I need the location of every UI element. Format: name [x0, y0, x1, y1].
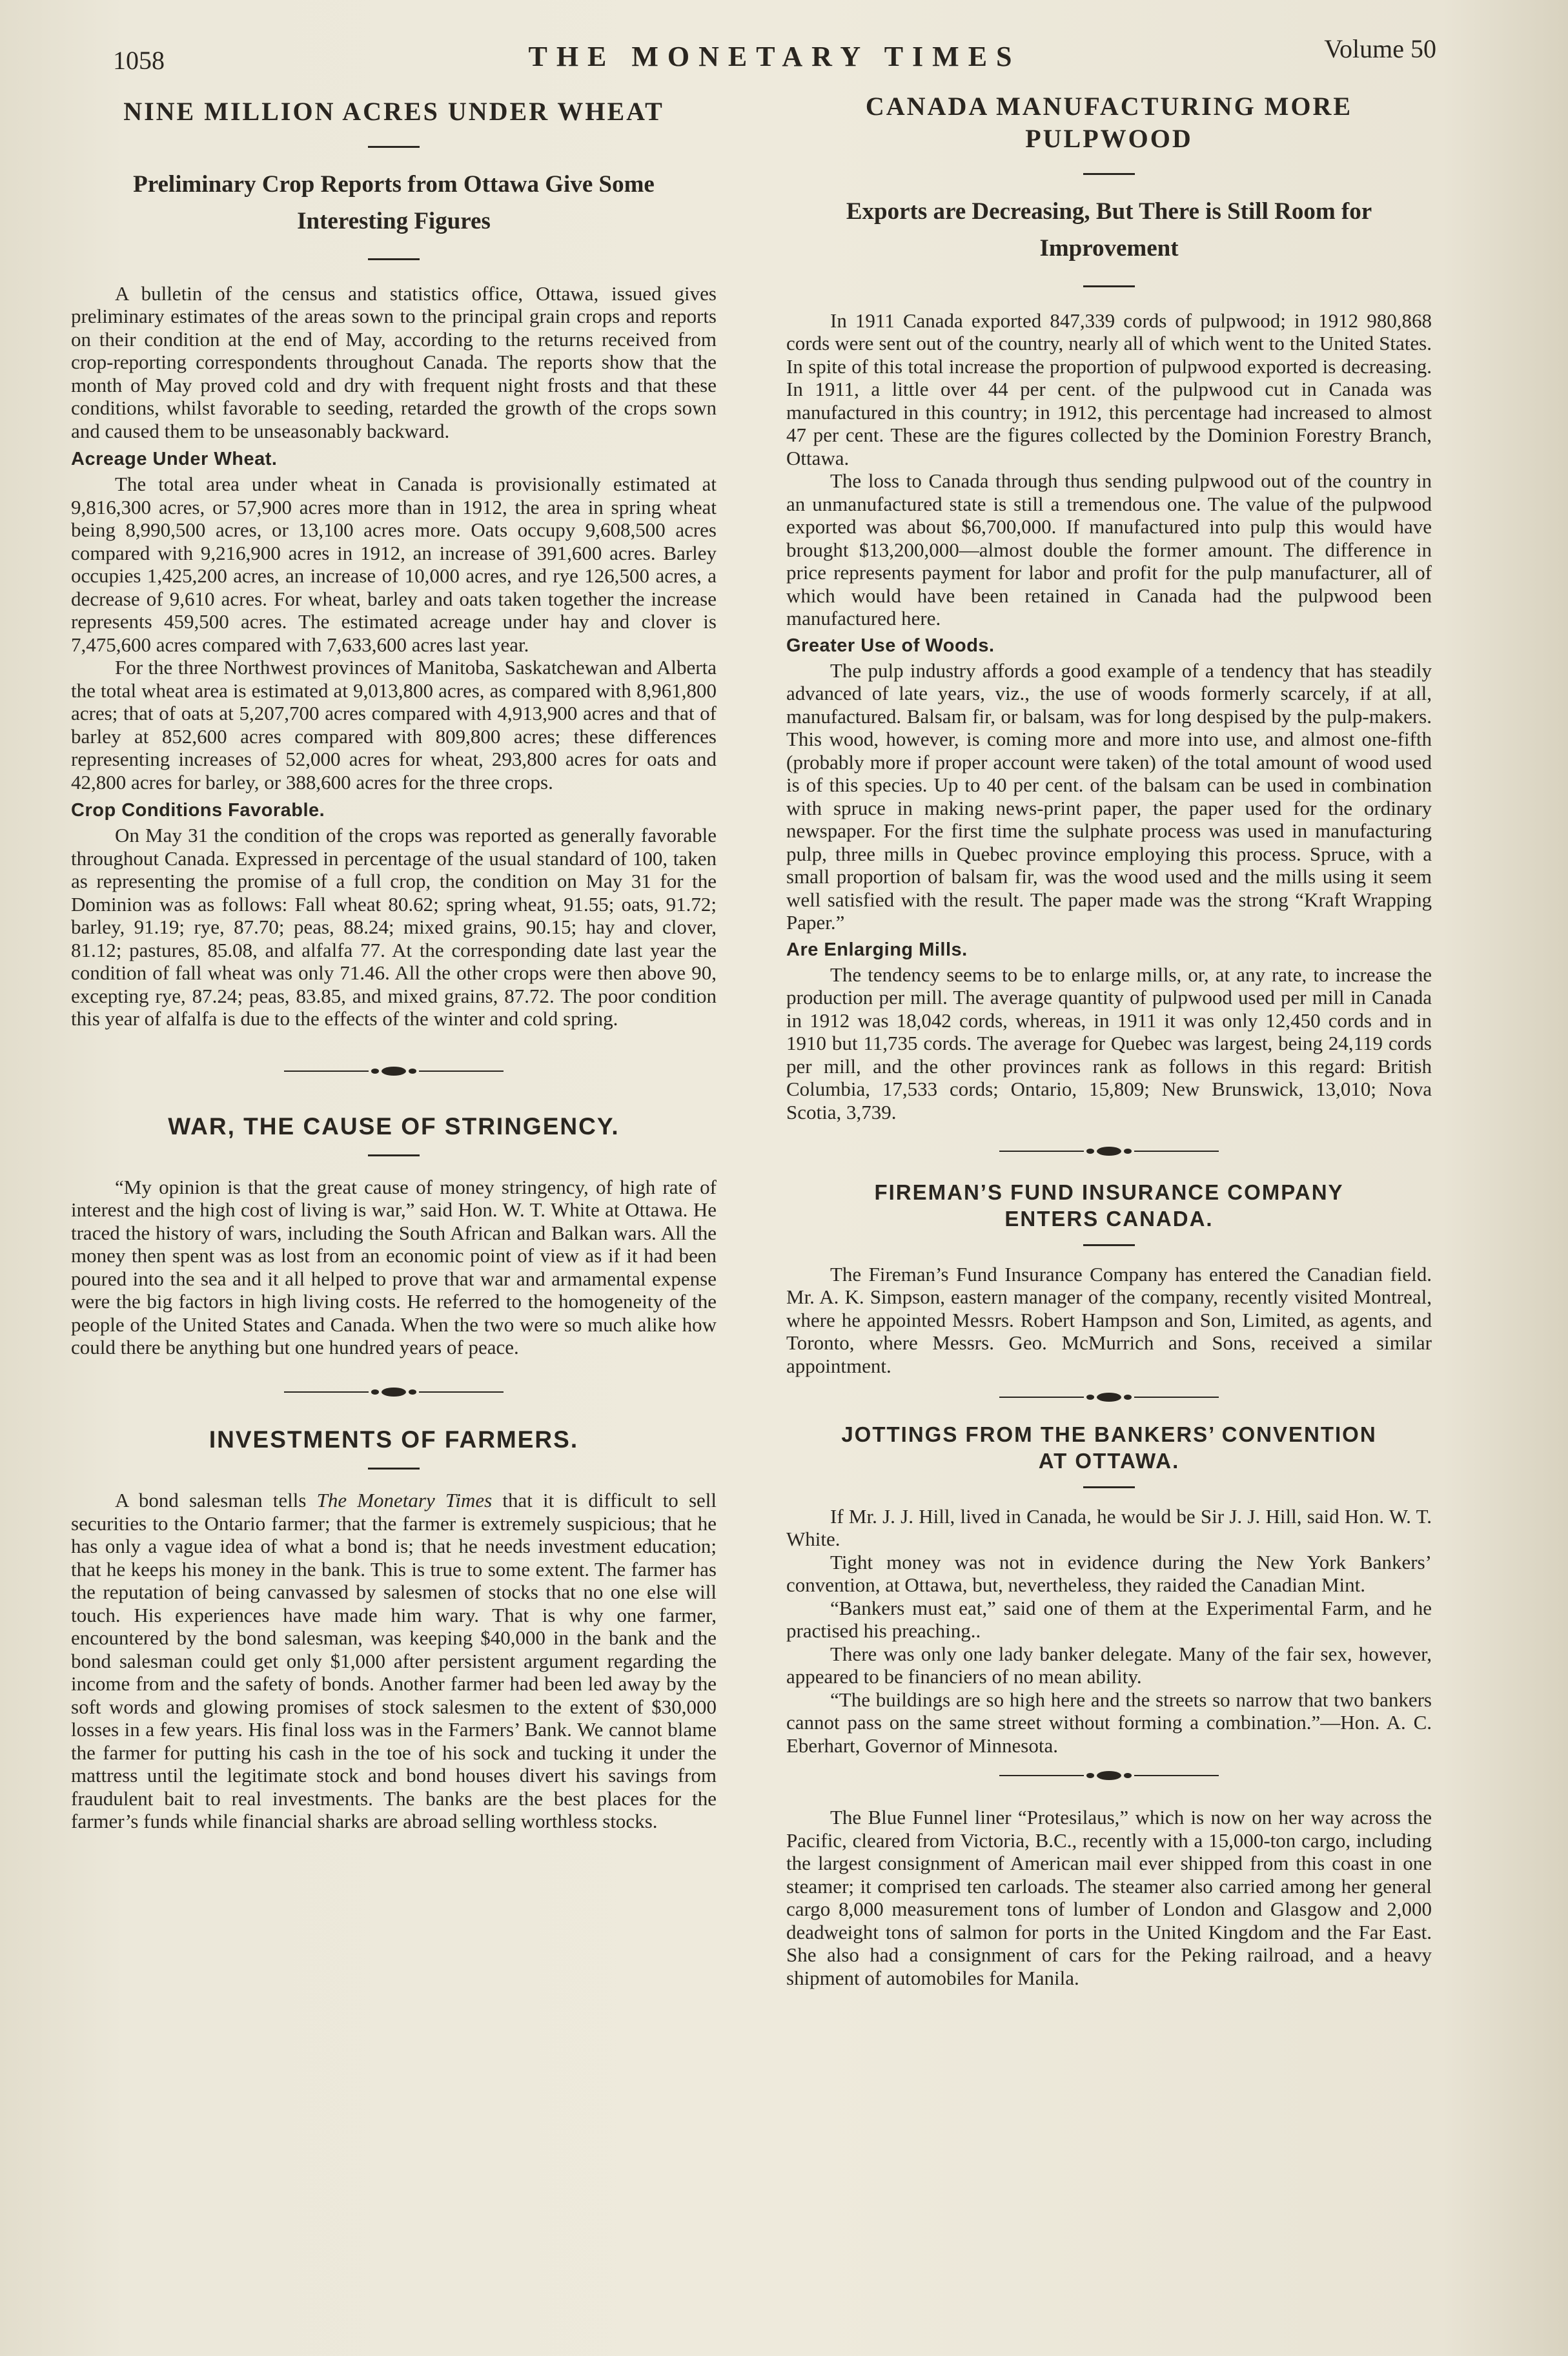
paragraph: “Bankers must eat,” said one of them at the Experimental Farm, and he practised his preaching.. — [786, 1596, 1432, 1643]
paragraph: For the three Northwest provinces of Manitoba, Saskatchewan and Alberta the total wheat area is estimated at 9,013,800 acres, as compared with 8,961,800 acres; that of oats at 5,207,700 acres compared with 4,913,900 acres and that of barley at 852,600 acres compared with 809,800 acres; these differences representing increases of 52,000 acres for wheat, 293,800 acres for oats and 42,800 acres for barley, or 388,600 acres for the three crops. — [71, 656, 717, 794]
paragraph: The Fireman’s Fund Insurance Company has entered the Canadian field. Mr. A. K. Simpson, eastern manager of the company, recently visited Montreal, where he appointed Messrs. Robert Hampson and Son, Limited, as agents, and Toronto, where Messrs. Geo. McMurrich and Sons, received a similar appointment. — [786, 1262, 1432, 1377]
paragraph: There was only one lady banker delegate. Many of the fair sex, however, appeared to be financiers of no mean ability. — [786, 1642, 1432, 1688]
page-number: 1058 — [113, 46, 165, 75]
ornament-divider — [999, 1771, 1219, 1780]
ornament-divider — [999, 1393, 1219, 1402]
section-heading: Acreage Under Wheat. — [71, 449, 278, 470]
paragraph: The Blue Funnel liner “Protesilaus,” which is now on her way across the Pacific, cleared from Victoria, B.C., recently with a 15,000-ton cargo, including the largest consignment of American mail ever shipped from this coast in one steamer; it comprised ten carloads. The steamer also carried among her general cargo 8,000 measurement tons of lumber of London and Glasgow and 2,000 deadweight tons of salmon for ports in the United Kingdom and the Far East. She also had a consignment of cars for the Peking railroad, and a heavy shipment of automobiles for Manila. — [786, 1806, 1432, 1989]
divider — [368, 258, 420, 260]
ornament-divider — [999, 1147, 1219, 1156]
paragraph: A bond salesman tells The Monetary Times that it is difficult to sell securities to the Ontario farmer; that the farmer is extremely suspicious; that he has only a vague idea of what a bond is; that he needs investment education; that he keeps his money in the bank. This is true to some extent. The farmer has the reputation of being canvassed by salesmen of stocks that no one else will touch. His experiences have made him wary. That is why one farmer, encountered by the bond salesman, was keeping $40,000 in the bank and the bond salesman could get only $1,000 after persistent argument regarding the income from and the safety of bonds. Another farmer had been led away by the soft words and glowing promises of stock salesmen to the extent of $30,000 losses in a few years. His final loss was in the Farmers’ Bank. We cannot blame the farmer for putting his cash in the toe of his sock and tucking it under the mattress until the legitimate stock and bond houses divert his savings from fraudulent bait to real investments. The banks are the best places for the farmer’s funds while financial sharks are abroad selling worthless stocks. — [71, 1489, 717, 1833]
paragraph: A bulletin of the census and statistics office, Ottawa, issued gives preliminary estimates of the areas sown to the principal grain crops and reports on their condition at the end of May, according to the returns received from crop-reporting correspondents throughout Canada. The reports show that the month of May proved cold and dry with frequent night frosts and that these conditions, whilst favorable to seeding, retarded the growth of the crops sown and caused them to be unseasonably backward. — [71, 282, 717, 442]
article-headline: NINE MILLION ACRES UNDER WHEAT — [123, 97, 664, 126]
divider — [368, 1154, 420, 1156]
article-headline: INVESTMENTS OF FARMERS. — [209, 1426, 579, 1453]
divider — [1083, 173, 1135, 175]
paragraph: If Mr. J. J. Hill, lived in Canada, he would be Sir J. J. Hill, said Hon. W. T. White. — [786, 1504, 1432, 1551]
divider — [1083, 1244, 1135, 1246]
paragraph: The pulp industry affords a good example of a tendency that has steadily advanced of late years, viz., the use of woods formerly scarcely, if at all, manufactured. Balsam fir, or balsam, was for long despised by the pulp-makers. This wood, however, is coming more and more into use, and almost one-fifth (probably more if proper account were taken) of the total amount of wood used is of this species. Up to 40 per cent. of the balsam can be used in combination with spruce in making news-print paper, the paper used for the ordinary newspaper. For the first time the sulphate process was used in manufacturing pulp, three mills in Quebec province employing this process. Spruce, with a small proportion of balsam fir, was the wood used and the mills using it seem well satisfied with the result. The paper made was the strong “Kraft Wrapping Paper.” — [786, 659, 1432, 934]
right-column — [786, 92, 1432, 1989]
article-headline: CANADA MANUFACTURING MORE PULPWOOD — [865, 92, 1353, 153]
ornament-divider — [284, 1067, 504, 1076]
article-firemans-fund — [786, 1179, 1432, 1377]
article-headline: WAR, THE CAUSE OF STRINGENCY. — [168, 1112, 620, 1140]
paragraph: The loss to Canada through thus sending pulpwood out of the country in an unmanufactured state is still a tremendous one. The value of the pulpwood exported was about $6,700,000. If manufactured into pulp this would have brought $13,200,000—almost double the former amount. The difference in price represents payment for labor and profit for the pulp manufacturer, all of which would have been retained in Canada had the pulpwood been manufactured here. — [786, 469, 1432, 630]
divider — [1083, 285, 1135, 287]
article-blue-funnel — [786, 1806, 1432, 1989]
section-heading: Are Enlarging Mills. — [786, 939, 968, 960]
ornament-divider — [284, 1388, 504, 1397]
paragraph: “The buildings are so high here and the streets so narrow that two bankers cannot pass on the same street without forming a combination.”—Hon. A. C. Eberhart, Governor of Minnesota. — [786, 1688, 1432, 1757]
paragraph: On May 31 the condition of the crops was reported as generally favorable throughout Canada. Expressed in percentage of the usual standard of 100, taken as representing the promise of a full crop, the condition on May 31 for the Dominion was as follows: Fall wheat 80.62; spring wheat, 91.55; oats, 91.72; barley, 91.19; rye, 87.70; peas, 88.24; mixed grains, 90.15; hay and clover, 81.12; pastures, 85.08, and alfalfa 77. At the corresponding date last year the condition of fall wheat was only 71.46. All the other crops were then above 90, excepting rye, 87.24; peas, 83.85, and mixed grains, 87.72. The poor condition this year of alfalfa is due to the effects of the winter and cold spring. — [71, 824, 717, 1030]
volume-label: Volume 50 — [1324, 34, 1436, 63]
paragraph: The total area under wheat in Canada is provisionally estimated at 9,816,300 acres, or 57,900 acres more than in 1912, the area in spring wheat being 8,990,500 acres, or 13,100 acres more. Oats occupy 9,608,500 acres compared with 9,216,900 acres in 1912, an increase of 391,600 acres. Barley occupies 1,425,200 acres, an increase of 10,000 acres, and rye 126,500 acres, a decrease of 9,610 acres. For wheat, barley and oats taken together the increase represents 459,500 acres. The estimated acreage under hay and clover is 7,475,600 acres compared with 7,633,600 acres last year. — [71, 473, 717, 656]
paragraph: In 1911 Canada exported 847,339 cords of pulpwood; in 1912 980,868 cords were sent out of the country, nearly all of which went to the United States. In spite of this total increase the proportion of pulpwood exported is decreasing. In 1911, a little over 44 per cent. of the pulpwood cut in Canada was manufactured in this country; in 1912, this percentage had increased to almost 47 per cent. These are the figures collected by the Dominion Forestry Branch, Ottawa. — [786, 309, 1432, 469]
article-pulpwood — [786, 90, 1432, 1123]
section-heading: Crop Conditions Favorable. — [71, 800, 325, 821]
paragraph: The tendency seems to be to enlarge mills, or, at any rate, to increase the production per mill. The average quantity of pulpwood used per mill in Canada in 1912 was 18,042 cords, whereas, in 1911 it was only 12,450 cords and in 1910 but 11,735 cords. The average for Quebec was largest, being 24,119 cords per mill, and the other provinces rank as follows in this regard: British Columbia, 17,533 cords; Ontario, 15,809; New Brunswick, 13,010; Nova Scotia, 3,739. — [786, 963, 1432, 1123]
divider — [1083, 1486, 1135, 1488]
publication-title: The Monetary Times — [316, 1489, 493, 1512]
article-subhead: Preliminary Crop Reports from Ottawa Give Some Interesting Figures — [133, 171, 655, 235]
article-war — [71, 1112, 717, 1359]
article-subhead: Exports are Decreasing, But There is Still Room for Improvement — [846, 198, 1372, 262]
article-headline: FIREMAN’S FUND INSURANCE COMPANY ENTERS CANADA. — [874, 1180, 1344, 1231]
page-header — [113, 34, 1436, 79]
paragraph: “My opinion is that the great cause of money stringency, of high rate of interest and the high cost of living is war,” said Hon. W. T. White at Ottawa. He traced the history of wars, including the South African and Balkan wars. All the money then spent was as lost from an economic point of view as if it had been poured into the sea and it all helped to prove that war and armamental expense were the big factors in high living costs. He referred to the homogeneity of the people of the United States and Canada. When the two were so much alike how could there be anything but one hundred years of peace. — [71, 1175, 717, 1359]
article-jottings — [786, 1421, 1432, 1757]
paragraph: Tight money was not in evidence during the New York Bankers’ convention, at Ottawa, but, nevertheless, they raided the Canadian Mint. — [786, 1550, 1432, 1597]
divider — [368, 1468, 420, 1470]
article-wheat — [71, 96, 717, 1030]
masthead: THE MONETARY TIMES — [528, 41, 1021, 72]
article-headline: JOTTINGS FROM THE BANKERS’ CONVENTION AT OTTAWA. — [841, 1422, 1377, 1473]
left-column — [71, 96, 717, 1833]
section-heading: Greater Use of Woods. — [786, 635, 995, 656]
divider — [368, 146, 420, 148]
article-farmers — [71, 1425, 717, 1833]
